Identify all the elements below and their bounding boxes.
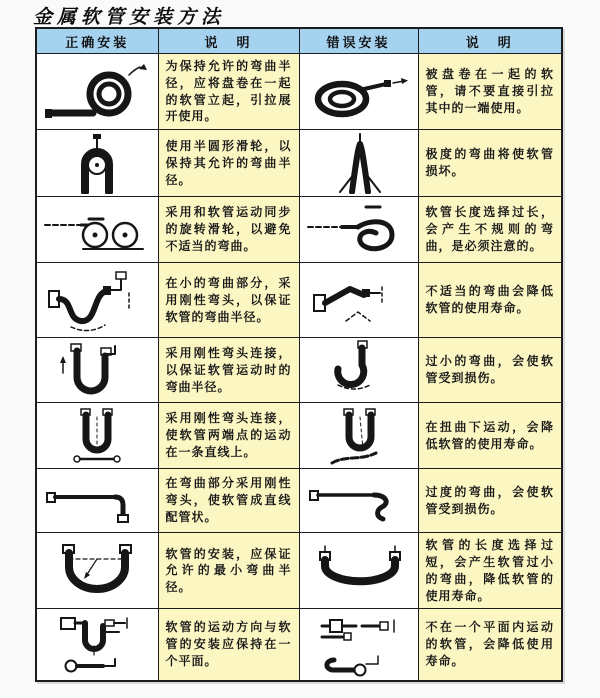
correct-description: 为保持允许的弯曲半径，应将盘卷在一起的软管立起，引拉展开使用。 [158,54,299,130]
wrong-description: 不在一个平面内运动的软管，会降低使用寿命。 [418,609,562,681]
correct-image-cell [36,197,158,263]
u-shape-aligned-ends-illustration-icon [41,405,153,467]
semicircular-pulley-illustration-icon [41,132,153,194]
too-small-bend-hook-illustration-icon [304,339,414,401]
table-row [36,469,562,533]
wrong-description: 软管的长度选择过短，会产生软管过小的弯曲，降低软管的使用寿命。 [418,533,562,609]
correct-image-cell [36,533,158,609]
wrong-image-cell [299,130,418,197]
extreme-bend-illustration-icon [304,132,414,194]
overlong-hose-irregular-bend-illustration-icon [304,199,414,261]
wrong-image-cell [299,403,418,469]
wrong-image-cell [299,197,418,263]
minimum-bend-radius-u-illustration-icon [41,539,153,603]
correct-description: 在弯曲部分采用刚性弯头，使软管成直线配管状。 [158,469,299,533]
wrong-description: 被盘卷在一起的软管，请不要直接引拉其中的一端使用。 [418,54,562,130]
correct-description: 软管的运动方向与软管的安装应保持在一个平面。 [158,609,299,681]
header-correct-install: 正确安装 [36,28,158,54]
rigid-elbow-connection-illustration-icon [41,339,153,401]
header-description-left: 说 明 [158,28,299,54]
rigid-elbow-small-bend-illustration-icon [41,267,153,333]
correct-image-cell [36,263,158,338]
page-title: 金属软管安装方法 [33,7,226,28]
table-row [36,338,562,403]
wrong-description: 过小的弯曲，会使软管受到损伤。 [418,338,562,403]
table-row [36,263,562,338]
twisted-motion-illustration-icon [304,405,414,467]
too-short-hose-illustration-icon [304,540,414,602]
wrong-description: 在扭曲下运动，会降低软管的使用寿命。 [418,403,562,469]
wrong-description: 过度的弯曲，会使软管受到损伤。 [418,469,562,533]
synchronized-rollers-illustration-icon [41,199,153,261]
standing-coil-unroll-illustration-icon [41,61,153,123]
installation-table [35,27,563,682]
correct-image-cell [36,469,158,533]
correct-image-cell [36,54,158,130]
table-row [36,609,562,681]
table-row [36,533,562,609]
wrong-image-cell [299,533,418,609]
correct-description: 采用和软管运动同步的旋转滑轮，以避免不适当的弯曲。 [158,197,299,263]
improper-bend-illustration-icon [304,269,414,331]
header-wrong-install: 错误安装 [299,28,418,54]
flat-coil-direct-pull-illustration-icon [304,61,414,123]
wrong-image-cell [299,469,418,533]
correct-image-cell [36,130,158,197]
table-row [36,130,562,197]
wrong-description: 不适当的弯曲会降低软管的使用寿命。 [418,263,562,338]
wrong-description: 极度的弯曲将使软管损坏。 [418,130,562,197]
table-row [36,54,562,130]
correct-description: 在小的弯曲部分，采用刚性弯头，以保证软管的弯曲半径。 [158,263,299,338]
correct-image-cell [36,338,158,403]
wrong-description: 软管长度选择过长，会产生不规则的弯曲，是必须注意的。 [418,197,562,263]
correct-image-cell [36,403,158,469]
excessive-bend-curl-illustration-icon [304,472,414,530]
header-description-right: 说 明 [418,28,562,54]
table-row [36,197,562,263]
correct-image-cell [36,609,158,681]
same-plane-trap-illustration-icon [41,612,153,678]
wrong-image-cell [299,338,418,403]
correct-description: 采用刚性弯头连接，以保证软管运动时的弯曲半径。 [158,338,299,403]
table-row [36,403,562,469]
straight-run-rigid-elbow-illustration-icon [41,472,153,530]
wrong-image-cell [299,609,418,681]
correct-description: 使用半圆形滑轮，以保持其允许的弯曲半径。 [158,130,299,197]
correct-description: 采用刚性弯头连接，使软管两端点的运动在一条直线上。 [158,403,299,469]
wrong-image-cell [299,54,418,130]
wrong-image-cell [299,263,418,338]
header-row [36,28,562,54]
correct-description: 软管的安装，应保证允许的最小弯曲半径。 [158,533,299,609]
out-of-plane-motion-illustration-icon [304,612,414,678]
